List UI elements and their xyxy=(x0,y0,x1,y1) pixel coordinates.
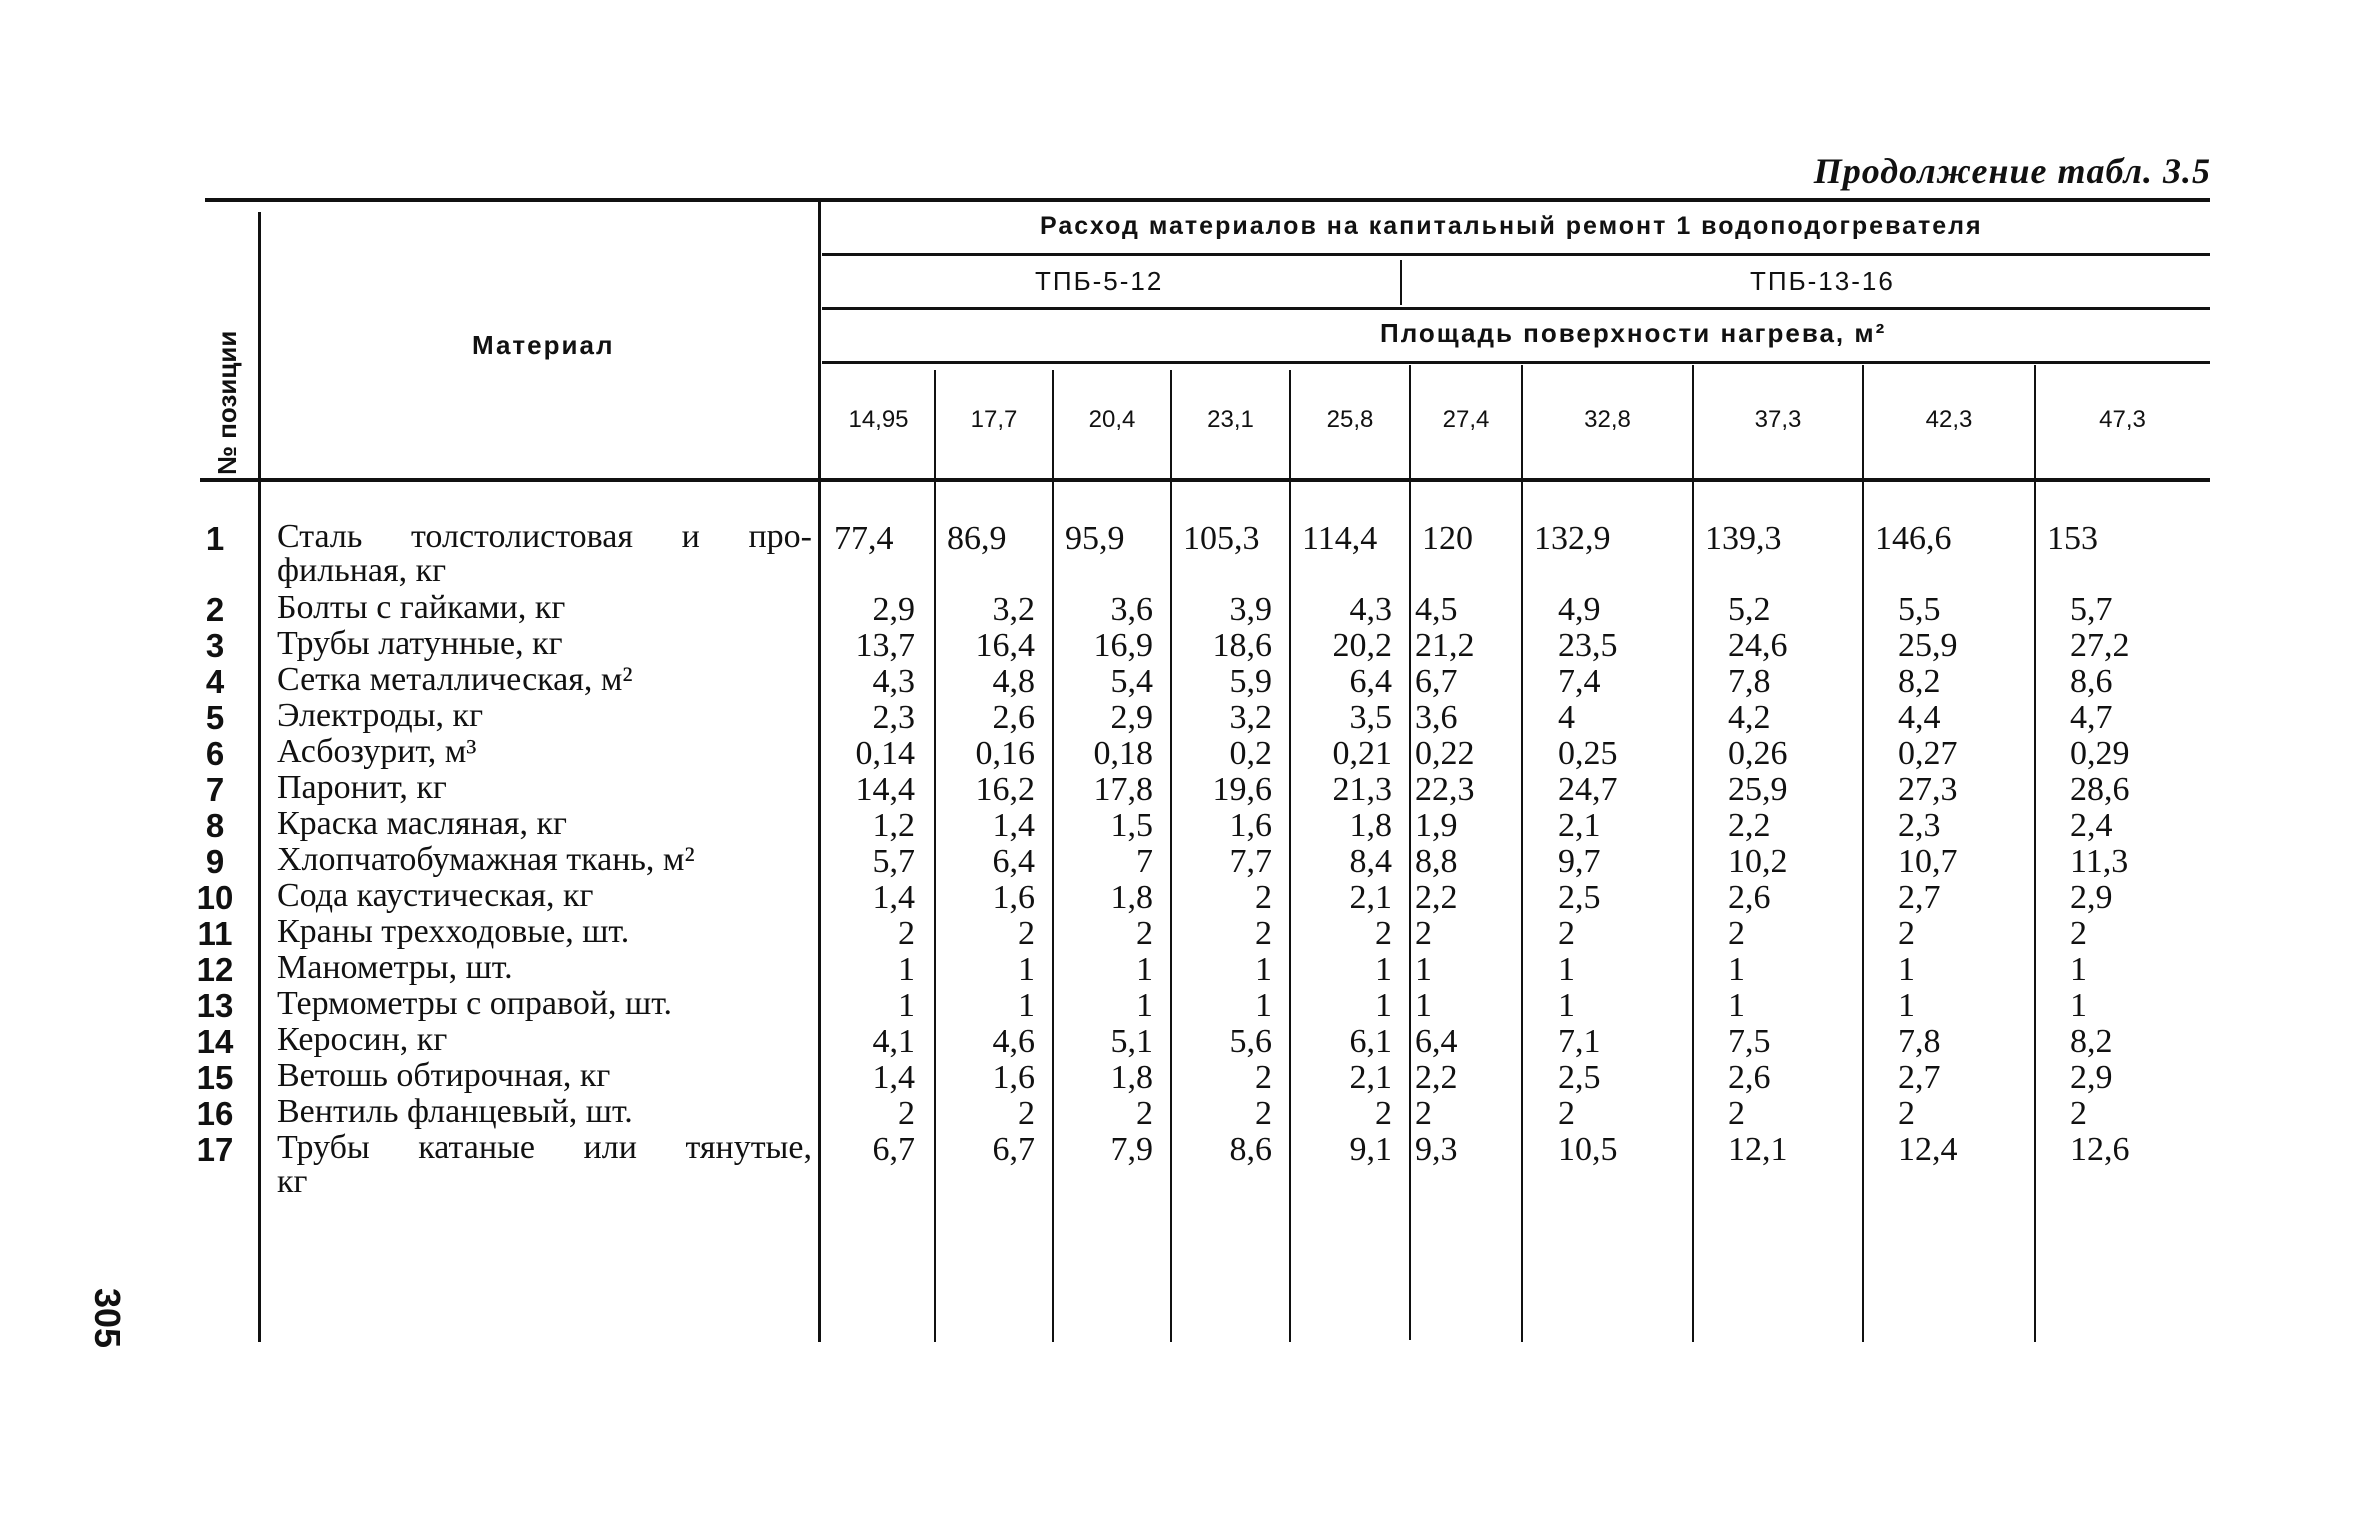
table-cell: 1,4 xyxy=(872,1059,915,1096)
table-cell: 4,3 xyxy=(1349,591,1392,628)
table-cell: 16,9 xyxy=(1093,627,1153,664)
table-cell: 12,1 xyxy=(1728,1131,1788,1168)
table-cell: 1 xyxy=(898,951,915,988)
material-name: Хлопчатобумажная ткань, м² xyxy=(277,841,695,878)
table-cell: 2 xyxy=(2070,915,2087,952)
table-cell: 1 xyxy=(1728,951,1745,988)
table-cell: 1,5 xyxy=(1110,807,1153,844)
table-cell: 27,2 xyxy=(2070,627,2130,664)
position-number: 6 xyxy=(205,735,225,772)
material-name: Манометры, шт. xyxy=(277,949,513,986)
table-cell: 1 xyxy=(1255,987,1272,1024)
table-cell: 1 xyxy=(1898,951,1915,988)
table-cell: 2 xyxy=(1898,915,1915,952)
rule-v-area-col xyxy=(1409,365,1411,1340)
table-cell: 12,4 xyxy=(1898,1131,1958,1168)
table-cell: 7,7 xyxy=(1229,843,1272,880)
position-number: 9 xyxy=(205,843,225,880)
table-cell: 3,2 xyxy=(1229,699,1272,736)
table-cell: 7,8 xyxy=(1898,1023,1941,1060)
table-cell: 4 xyxy=(1558,699,1575,736)
table-cell: 9,3 xyxy=(1415,1131,1458,1168)
table-cell: 2 xyxy=(1255,879,1272,916)
material-name: Электроды, кг xyxy=(277,697,484,734)
table-cell: 2,9 xyxy=(2070,879,2113,916)
table-cell: 8,4 xyxy=(1349,843,1392,880)
table-cell: 2,3 xyxy=(872,699,915,736)
area-column-header: 32,8 xyxy=(1584,406,1631,433)
table-cell: 4,4 xyxy=(1898,699,1941,736)
table-cell: 25,9 xyxy=(1898,627,1958,664)
position-number: 2 xyxy=(205,591,225,628)
table-cell: 1 xyxy=(2070,951,2087,988)
table-cell: 0,25 xyxy=(1558,735,1618,772)
position-number: 10 xyxy=(196,879,234,916)
table-cell: 139,3 xyxy=(1705,520,1782,557)
position-number: 15 xyxy=(196,1059,234,1096)
table-cell: 2 xyxy=(1255,1095,1272,1132)
area-column-header: 14,95 xyxy=(848,406,909,433)
page-number: 305 xyxy=(87,1288,128,1349)
table-cell: 2,1 xyxy=(1558,807,1601,844)
table-cell: 27,3 xyxy=(1898,771,1958,808)
table-cell: 6,4 xyxy=(992,843,1035,880)
table-cell: 77,4 xyxy=(834,520,894,557)
table-cell: 5,7 xyxy=(2070,591,2113,628)
material-name: Вентиль фланцевый, шт. xyxy=(277,1093,633,1130)
material-name: Сода каустическая, кг xyxy=(277,877,594,914)
table-cell: 2 xyxy=(1255,1059,1272,1096)
position-number: 13 xyxy=(196,987,234,1024)
area-header: Площадь поверхности нагрева, м² xyxy=(1380,318,1887,348)
table-cell: 1 xyxy=(1558,951,1575,988)
table-cell: 0,16 xyxy=(975,735,1035,772)
table-cell: 3,9 xyxy=(1229,591,1272,628)
table-cell: 2 xyxy=(1136,915,1153,952)
material-name: кг xyxy=(277,1163,308,1200)
table-cell: 4,9 xyxy=(1558,591,1601,628)
material-name: Паронит, кг xyxy=(277,769,447,806)
table-cell: 1 xyxy=(1898,987,1915,1024)
area-column-header: 25,8 xyxy=(1326,406,1374,433)
table-cell: 17,8 xyxy=(1093,771,1153,808)
area-column-header: 23,1 xyxy=(1207,406,1254,433)
table-cell: 7 xyxy=(1136,843,1153,880)
table-cell: 2 xyxy=(1728,1095,1745,1132)
table-cell: 18,6 xyxy=(1212,627,1272,664)
table-cell: 8,6 xyxy=(2070,663,2113,700)
table-cell: 2,7 xyxy=(1898,879,1941,916)
table-cell: 5,4 xyxy=(1110,663,1153,700)
table-cell: 28,6 xyxy=(2070,771,2130,808)
table-cell: 2,9 xyxy=(872,591,915,628)
table-cell: 5,1 xyxy=(1110,1023,1153,1060)
table-cell: 0,22 xyxy=(1415,735,1475,772)
table-cell: 3,2 xyxy=(992,591,1035,628)
table-cell: 22,3 xyxy=(1415,771,1475,808)
table-cell: 1 xyxy=(1728,987,1745,1024)
table-cell: 6,1 xyxy=(1349,1023,1392,1060)
material-name: Сталь толстолистовая и про- xyxy=(277,518,812,555)
table-cell: 2,5 xyxy=(1558,879,1601,916)
table-cell: 6,4 xyxy=(1349,663,1392,700)
material-column-header: Материал xyxy=(472,330,615,360)
rule-consumption xyxy=(822,253,2210,256)
area-column-header: 17,7 xyxy=(970,406,1018,433)
table-cell: 24,7 xyxy=(1558,771,1618,808)
position-number: 17 xyxy=(196,1131,234,1168)
table-cell: 132,9 xyxy=(1534,520,1611,557)
table-cell: 2 xyxy=(1255,915,1272,952)
material-name: Ветошь обтирочная, кг xyxy=(277,1057,611,1094)
table-cell: 2,9 xyxy=(1110,699,1153,736)
table-cell: 2,4 xyxy=(2070,807,2113,844)
table-cell: 2 xyxy=(1558,1095,1575,1132)
table-cell: 2 xyxy=(1375,1095,1392,1132)
table-cell: 2 xyxy=(1728,915,1745,952)
table-cell: 6,4 xyxy=(1415,1023,1458,1060)
table-cell: 8,2 xyxy=(2070,1023,2113,1060)
table-cell: 21,2 xyxy=(1415,627,1475,664)
table-cell: 1 xyxy=(1136,951,1153,988)
position-number: 16 xyxy=(196,1095,234,1132)
table-cell: 1 xyxy=(1255,951,1272,988)
position-number: 1 xyxy=(205,520,225,557)
table-cell: 10,5 xyxy=(1558,1131,1618,1168)
table-cell: 1 xyxy=(1375,987,1392,1024)
table-cell: 5,7 xyxy=(872,843,915,880)
table-cell: 4,2 xyxy=(1728,699,1771,736)
table-cell: 8,2 xyxy=(1898,663,1941,700)
table-cell: 4,6 xyxy=(992,1023,1035,1060)
position-number: 7 xyxy=(205,771,225,808)
table-cell: 1,9 xyxy=(1415,807,1458,844)
table-cell: 7,9 xyxy=(1110,1131,1153,1168)
position-number: 14 xyxy=(196,1023,234,1060)
table-cell: 1 xyxy=(898,987,915,1024)
table-cell: 7,8 xyxy=(1728,663,1771,700)
table-cell: 2,3 xyxy=(1898,807,1941,844)
table-cell: 1 xyxy=(1375,951,1392,988)
material-name: Термометры с оправой, шт. xyxy=(277,985,673,1022)
table-caption: Продолжение табл. 3.5 xyxy=(1813,151,2211,191)
rule-groups xyxy=(822,307,2210,310)
table-cell: 11,3 xyxy=(2070,843,2129,880)
material-name: Краска масляная, кг xyxy=(277,805,567,842)
table-cell: 1 xyxy=(1018,987,1035,1024)
area-column-header: 42,3 xyxy=(1925,406,1973,433)
table-cell: 4,8 xyxy=(992,663,1035,700)
table-cell: 120 xyxy=(1422,520,1473,557)
table-cell: 1 xyxy=(2070,987,2087,1024)
table-cell: 2 xyxy=(1136,1095,1153,1132)
table-cell: 7,1 xyxy=(1558,1023,1601,1060)
rule-v-area-col xyxy=(1521,365,1523,1342)
table-cell: 2,5 xyxy=(1558,1059,1601,1096)
table-cell: 2 xyxy=(2070,1095,2087,1132)
table-cell: 2 xyxy=(1415,915,1432,952)
rule-v-area-col xyxy=(2034,365,2036,1342)
rule-v-position xyxy=(258,212,261,1342)
table-cell: 10,2 xyxy=(1728,843,1788,880)
position-column-header: № позиции xyxy=(212,330,242,475)
table-cell: 5,9 xyxy=(1229,663,1272,700)
material-name: фильная, кг xyxy=(277,552,447,589)
area-column-header: 37,3 xyxy=(1754,406,1802,433)
table-cell: 86,9 xyxy=(947,520,1007,557)
table-cell: 5,5 xyxy=(1898,591,1941,628)
table-cell: 1,4 xyxy=(872,879,915,916)
table-cell: 4,1 xyxy=(872,1023,915,1060)
table-cell: 20,2 xyxy=(1332,627,1392,664)
table-cell: 1 xyxy=(1018,951,1035,988)
position-number: 8 xyxy=(205,807,225,844)
rule-v-area-col xyxy=(1862,365,1864,1342)
position-number: 5 xyxy=(205,699,225,736)
table-cell: 1 xyxy=(1415,987,1432,1024)
table-cell: 2,2 xyxy=(1415,879,1458,916)
table-cell: 4,7 xyxy=(2070,699,2113,736)
material-name: Керосин, кг xyxy=(277,1021,448,1058)
table-cell: 0,2 xyxy=(1229,735,1272,772)
table-cell: 95,9 xyxy=(1065,520,1125,557)
table-cell: 2,1 xyxy=(1349,879,1392,916)
table-cell: 9,7 xyxy=(1558,843,1601,880)
table-cell: 7,4 xyxy=(1558,663,1601,700)
table-cell: 1,6 xyxy=(992,879,1035,916)
material-name: Трубы латунные, кг xyxy=(277,625,563,662)
table-cell: 14,4 xyxy=(855,771,915,808)
table-cell: 6,7 xyxy=(992,1131,1035,1168)
table-cell: 7,5 xyxy=(1728,1023,1771,1060)
table-cell: 2,7 xyxy=(1898,1059,1941,1096)
table-cell: 4,3 xyxy=(872,663,915,700)
table-cell: 1 xyxy=(1415,951,1432,988)
table-cell: 1,2 xyxy=(872,807,915,844)
area-column-header: 47,3 xyxy=(2099,406,2146,433)
group-header-tpb-13-16: ТПБ-13-16 xyxy=(1750,266,1895,296)
table-cell: 0,14 xyxy=(855,735,915,772)
area-column-header: 27,4 xyxy=(1442,406,1490,433)
table-cell: 146,6 xyxy=(1875,520,1952,557)
table-cell: 0,26 xyxy=(1728,735,1788,772)
table-cell: 25,9 xyxy=(1728,771,1788,808)
table-cell: 2 xyxy=(1375,915,1392,952)
consumption-header: Расход материалов на капитальный ремонт 1 водоподогревателя xyxy=(1040,212,1983,240)
table-cell: 2,6 xyxy=(992,699,1035,736)
table-cell: 2 xyxy=(1898,1095,1915,1132)
table-cell: 1,8 xyxy=(1349,807,1392,844)
table-cell: 8,6 xyxy=(1229,1131,1272,1168)
table-cell: 21,3 xyxy=(1332,771,1392,808)
table-cell: 12,6 xyxy=(2070,1131,2130,1168)
table-cell: 0,21 xyxy=(1332,735,1392,772)
table-cell: 2 xyxy=(1018,1095,1035,1132)
table-cell: 16,4 xyxy=(975,627,1035,664)
table-cell: 105,3 xyxy=(1183,520,1260,557)
table-cell: 0,18 xyxy=(1093,735,1153,772)
material-name: Краны трехходовые, шт. xyxy=(277,913,630,950)
table-cell: 23,5 xyxy=(1558,627,1618,664)
table-cell: 1,8 xyxy=(1110,1059,1153,1096)
position-number: 4 xyxy=(205,663,225,700)
material-name: Трубы катаные или тянутые, xyxy=(277,1129,812,1166)
material-name: Болты с гайками, кг xyxy=(277,589,566,626)
table-cell: 6,7 xyxy=(1415,663,1458,700)
area-column-header: 20,4 xyxy=(1088,406,1136,433)
position-number: 12 xyxy=(196,951,234,988)
table-cell: 1 xyxy=(1136,987,1153,1024)
table-cell: 10,7 xyxy=(1898,843,1958,880)
table-cell: 114,4 xyxy=(1302,520,1378,557)
table-cell: 4,5 xyxy=(1415,591,1458,628)
table-cell: 2,6 xyxy=(1728,1059,1771,1096)
table-cell: 19,6 xyxy=(1212,771,1272,808)
table-cell: 3,6 xyxy=(1110,591,1153,628)
table-cell: 2,2 xyxy=(1415,1059,1458,1096)
table-cell: 2,6 xyxy=(1728,879,1771,916)
table-cell: 2 xyxy=(1558,915,1575,952)
position-number: 11 xyxy=(197,915,233,952)
table-cell: 2,1 xyxy=(1349,1059,1392,1096)
table-cell: 2 xyxy=(1415,1095,1432,1132)
table-cell: 1,4 xyxy=(992,807,1035,844)
table-cell: 13,7 xyxy=(855,627,915,664)
table-cell: 2 xyxy=(898,915,915,952)
table-cell: 2 xyxy=(1018,915,1035,952)
table-cell: 5,6 xyxy=(1229,1023,1272,1060)
table-cell: 9,1 xyxy=(1349,1131,1392,1168)
table-cell: 16,2 xyxy=(975,771,1035,808)
table-cell: 24,6 xyxy=(1728,627,1788,664)
table-cell: 153 xyxy=(2047,520,2098,557)
rule-area xyxy=(822,361,2210,364)
rule-top xyxy=(205,198,2210,202)
table-cell: 6,7 xyxy=(872,1131,915,1168)
table-cell: 2 xyxy=(898,1095,915,1132)
material-name: Асбозурит, м³ xyxy=(277,733,477,770)
table-cell: 2,9 xyxy=(2070,1059,2113,1096)
table-cell: 1,8 xyxy=(1110,879,1153,916)
group-header-tpb-5-12: ТПБ-5-12 xyxy=(1035,266,1164,296)
table-cell: 2,2 xyxy=(1728,807,1771,844)
table-cell: 3,6 xyxy=(1415,699,1458,736)
table-cell: 3,5 xyxy=(1349,699,1392,736)
material-name: Сетка металлическая, м² xyxy=(277,661,633,698)
rule-v-area-col xyxy=(1692,365,1694,1342)
table-cell: 1,6 xyxy=(992,1059,1035,1096)
position-number: 3 xyxy=(205,627,225,664)
table-cell: 0,27 xyxy=(1898,735,1958,772)
table-cell: 8,8 xyxy=(1415,843,1458,880)
table-cell: 1 xyxy=(1558,987,1575,1024)
table-cell: 1,6 xyxy=(1229,807,1272,844)
table-cell: 0,29 xyxy=(2070,735,2130,772)
rule-v-groups xyxy=(1400,260,1402,305)
table-cell: 5,2 xyxy=(1728,591,1771,628)
rule-header-bottom xyxy=(200,478,2210,482)
